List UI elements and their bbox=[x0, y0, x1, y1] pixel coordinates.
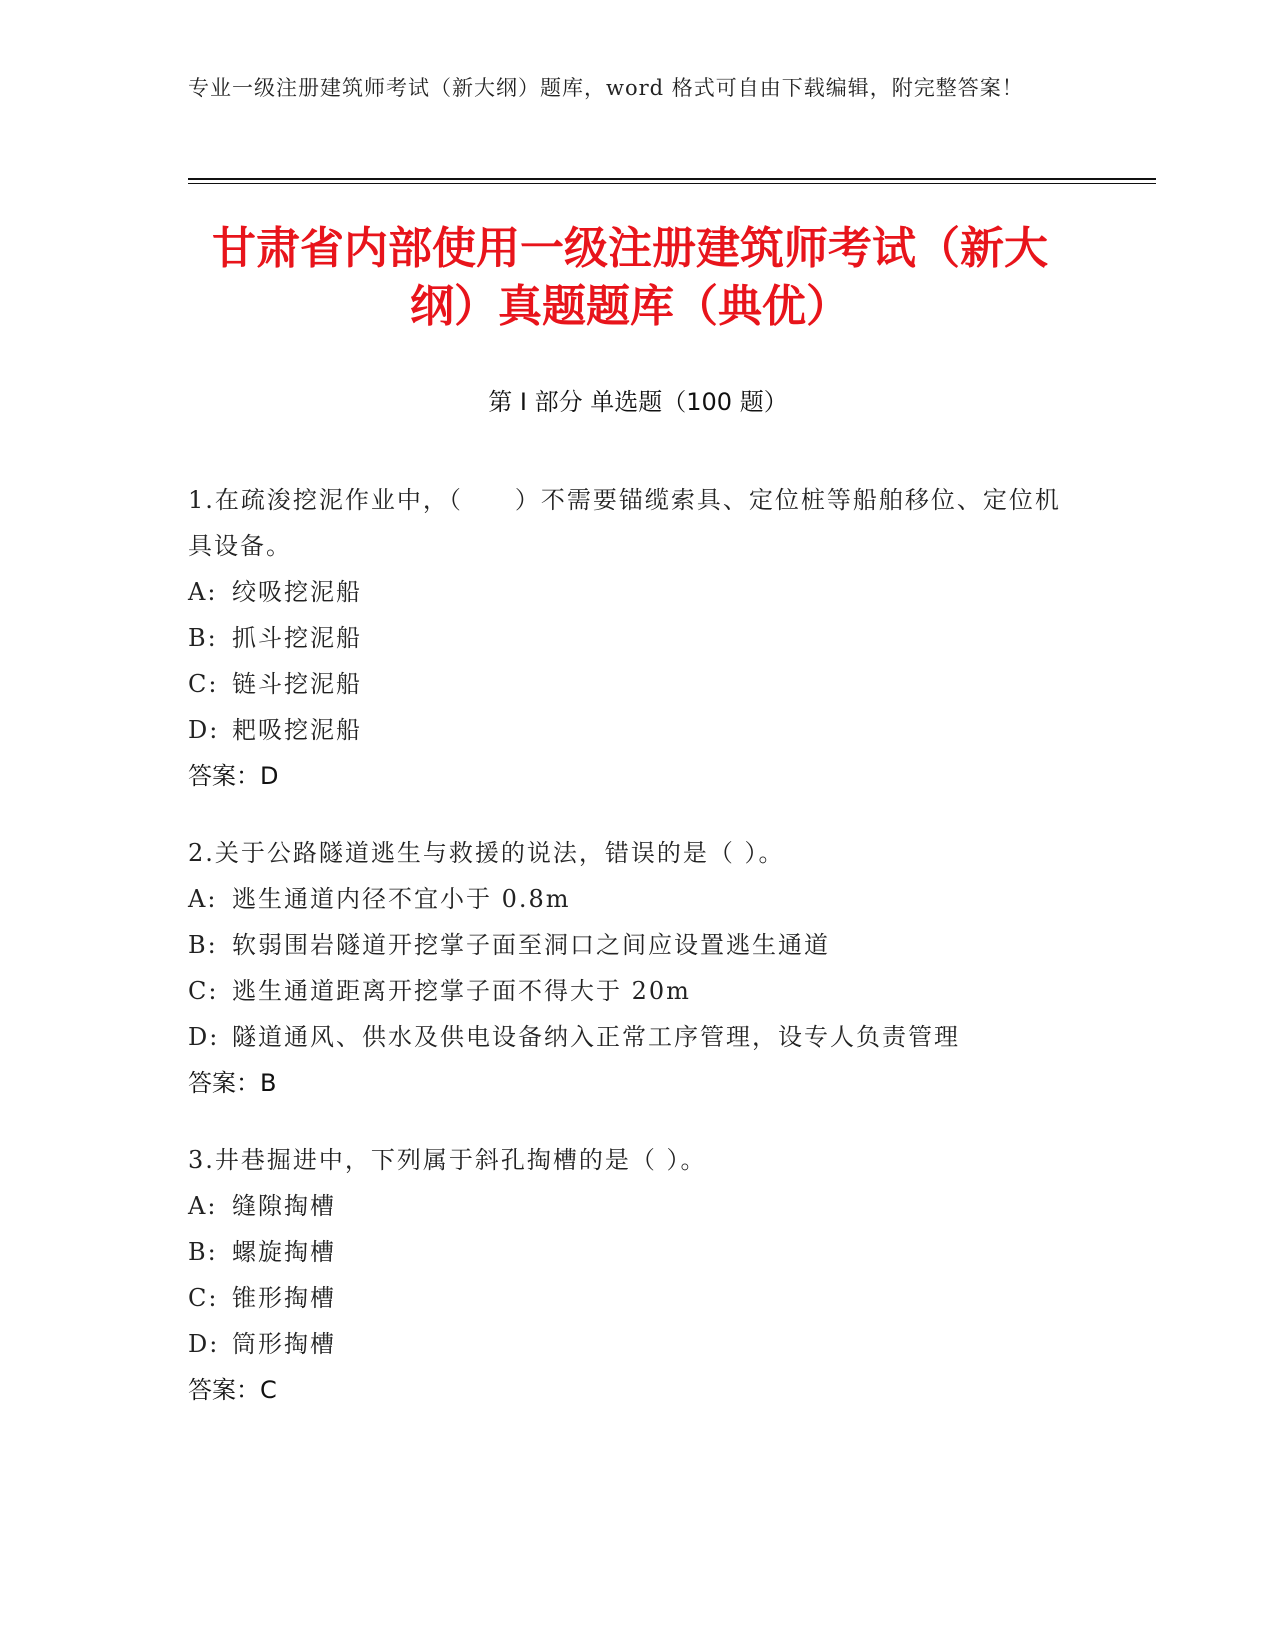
option-text: 抓斗挖泥船 bbox=[232, 624, 362, 652]
option-text: 逃生通道距离开挖掌子面不得大于 20m bbox=[232, 977, 691, 1005]
header-divider-thick bbox=[188, 178, 1156, 180]
answer-line: 答案：B bbox=[188, 1069, 277, 1097]
option-b bbox=[188, 1229, 1068, 1275]
option-letter: A: bbox=[188, 885, 218, 913]
option-letter: A: bbox=[188, 1192, 218, 1220]
option-c bbox=[188, 661, 1068, 707]
option-letter: C: bbox=[188, 1284, 219, 1312]
option-letter: C: bbox=[188, 670, 219, 698]
question-stem: 2.关于公路隧道逃生与救援的说法，错误的是（ ）。 bbox=[188, 839, 785, 867]
option-a bbox=[188, 569, 1068, 615]
option-letter: D: bbox=[188, 1330, 220, 1358]
option-letter: D: bbox=[188, 1023, 220, 1051]
option-letter: A: bbox=[188, 578, 218, 606]
option-c bbox=[188, 968, 1068, 1014]
document-title-line-2: 纲）真题题库（典优） bbox=[410, 281, 850, 332]
question-stem: 1.在疏浚挖泥作业中，（ ）不需要锚缆索具、定位桩等船舶移位、定位机具设备。 bbox=[188, 486, 1061, 560]
option-letter: B: bbox=[188, 931, 218, 959]
option-letter: D: bbox=[188, 716, 220, 744]
option-d bbox=[188, 707, 1068, 753]
answer-line: 答案：C bbox=[188, 1376, 277, 1404]
option-text: 绞吸挖泥船 bbox=[232, 578, 362, 606]
section-heading: 第 I 部分 单选题（100 题） bbox=[488, 388, 788, 416]
option-text: 筒形掏槽 bbox=[232, 1330, 336, 1358]
option-text: 软弱围岩隧道开挖掌子面至洞口之间应设置逃生通道 bbox=[232, 931, 830, 959]
question-3 bbox=[188, 1137, 1068, 1413]
option-b bbox=[188, 922, 1068, 968]
question-list bbox=[188, 477, 1068, 1444]
option-text: 螺旋掏槽 bbox=[232, 1238, 336, 1266]
option-text: 逃生通道内径不宜小于 0.8m bbox=[232, 885, 571, 913]
option-text: 耙吸挖泥船 bbox=[232, 716, 362, 744]
header-note: 专业一级注册建筑师考试（新大纲）题库，word 格式可自由下载编辑，附完整答案！ bbox=[188, 76, 1024, 100]
question-stem: 3.井巷掘进中，下列属于斜孔掏槽的是（ ）。 bbox=[188, 1146, 707, 1174]
option-b bbox=[188, 615, 1068, 661]
option-text: 隧道通风、供水及供电设备纳入正常工序管理，设专人负责管理 bbox=[232, 1023, 960, 1051]
option-a bbox=[188, 876, 1068, 922]
option-letter: B: bbox=[188, 624, 218, 652]
option-d bbox=[188, 1321, 1068, 1367]
document-title bbox=[160, 220, 1100, 336]
option-a bbox=[188, 1183, 1068, 1229]
option-text: 缝隙掏槽 bbox=[232, 1192, 336, 1220]
option-text: 锥形掏槽 bbox=[232, 1284, 336, 1312]
question-2 bbox=[188, 830, 1068, 1106]
header-divider-thin bbox=[188, 183, 1156, 184]
question-1 bbox=[188, 477, 1068, 799]
option-letter: C: bbox=[188, 977, 219, 1005]
option-text: 链斗挖泥船 bbox=[232, 670, 362, 698]
answer-line: 答案：D bbox=[188, 762, 279, 790]
option-letter: B: bbox=[188, 1238, 218, 1266]
option-d bbox=[188, 1014, 1068, 1060]
option-c bbox=[188, 1275, 1068, 1321]
document-title-line-1: 甘肃省内部使用一级注册建筑师考试（新大 bbox=[212, 223, 1048, 274]
